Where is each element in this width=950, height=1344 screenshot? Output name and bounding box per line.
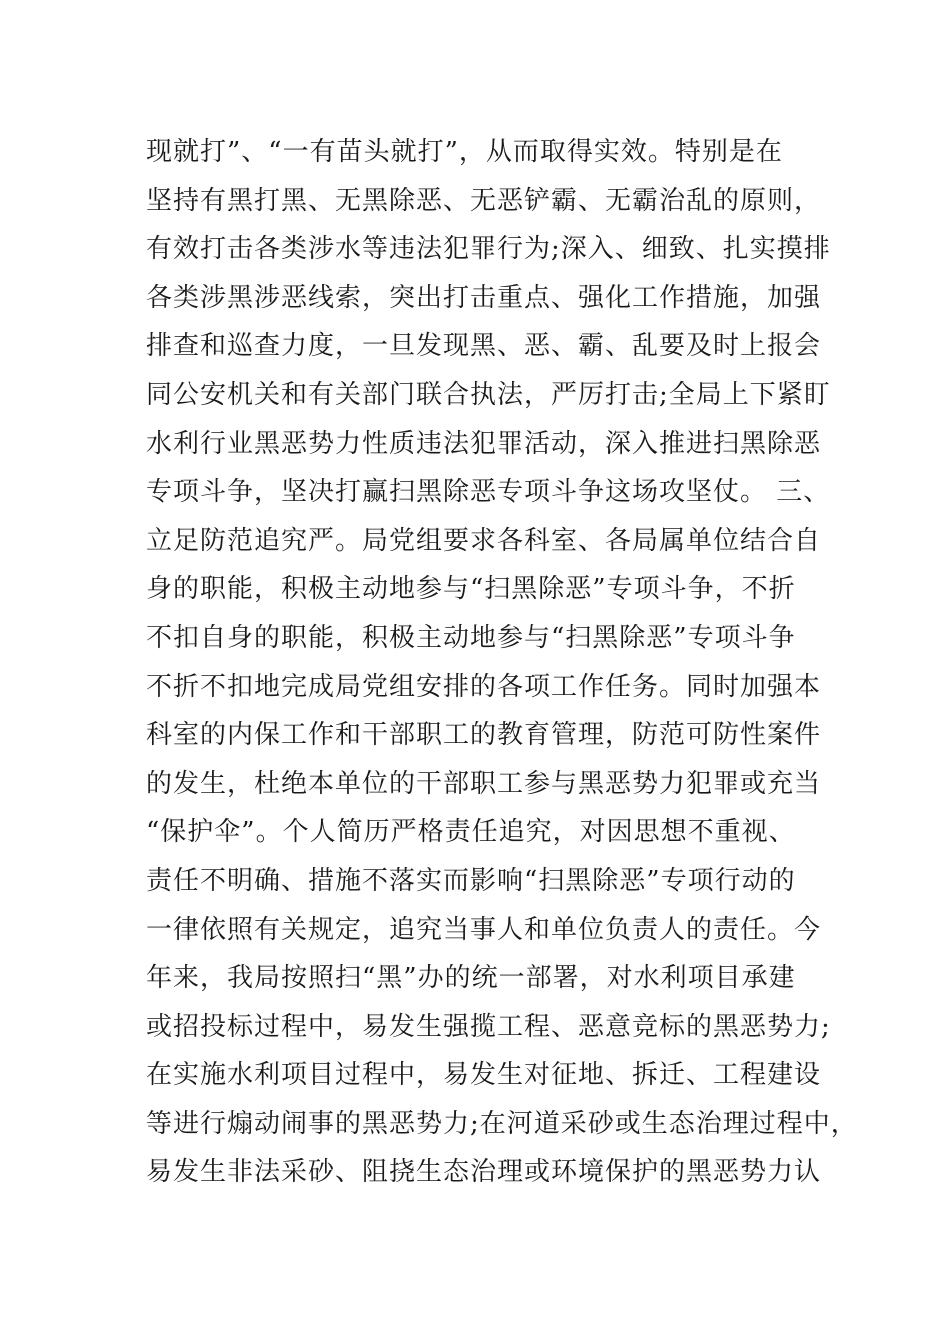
text-line-22: 易发生非法采砂、阻挠生态治理或环境保护的黑恶势力认 <box>146 1157 822 1188</box>
text-line-12: 不折不扣地完成局党组安排的各项工作任务。同时加强本 <box>146 671 822 702</box>
text-line-11: 不扣自身的职能，积极主动地参与“扫黑除恶”专项斗争 <box>146 622 796 653</box>
text-line-20: 在实施水利项目过程中，易发生对征地、拆迁、工程建设 <box>146 1060 822 1091</box>
text-line-9: 立足防范追究严。局党组要求各科室、各局属单位结合自 <box>146 525 822 556</box>
body-paragraph <box>146 128 858 1197</box>
text-line-19: 或招投标过程中，易发生强揽工程、恶意竞标的黑恶势力; <box>146 1011 831 1042</box>
text-line-4: 各类涉黑涉恶线索，突出打击重点、强化工作措施，加强 <box>146 282 822 313</box>
text-line-14: 的发生，杜绝本单位的干部职工参与黑恶势力犯罪或充当 <box>146 768 822 799</box>
text-line-17: 一律依照有关规定，追究当事人和单位负责人的责任。今 <box>146 914 822 945</box>
text-line-16: 责任不明确、措施不落实而影响“扫黑除恶”专项行动的 <box>146 865 796 896</box>
text-line-10: 身的职能，积极主动地参与“扫黑除恶”专项斗争，不折 <box>146 574 796 605</box>
text-line-5: 排查和巡查力度，一旦发现黑、恶、霸、乱要及时上报会 <box>146 331 822 362</box>
text-line-6: 同公安机关和有关部门联合执法，严厉打击;全局上下紧盯 <box>146 379 831 410</box>
text-line-2: 坚持有黑打黑、无黑除恶、无恶铲霸、无霸治乱的原则， <box>146 185 822 216</box>
text-line-15: “保护伞”。个人简历严格责任追究，对因思想不重视、 <box>146 817 796 848</box>
text-line-3: 有效打击各类涉水等违法犯罪行为;深入、细致、扎实摸排 <box>146 234 831 265</box>
text-line-21: 等进行煽动闹事的黑恶势力;在河道采砂或生态治理过程中， <box>146 1108 858 1139</box>
text-line-8: 专项斗争，坚决打赢扫黑除恶专项斗争这场攻坚仗。 三、 <box>146 477 831 508</box>
text-line-18: 年来，我局按照扫“黑”办的统一部署，对水利项目承建 <box>146 963 796 994</box>
text-line-7: 水利行业黑恶势力性质违法犯罪活动，深入推进扫黑除恶 <box>146 428 822 459</box>
text-line-13: 科室的内保工作和干部职工的教育管理，防范可防性案件 <box>146 720 822 751</box>
text-line-1: 现就打”、“一有苗头就打”，从而取得实效。特别是在 <box>146 137 783 167</box>
